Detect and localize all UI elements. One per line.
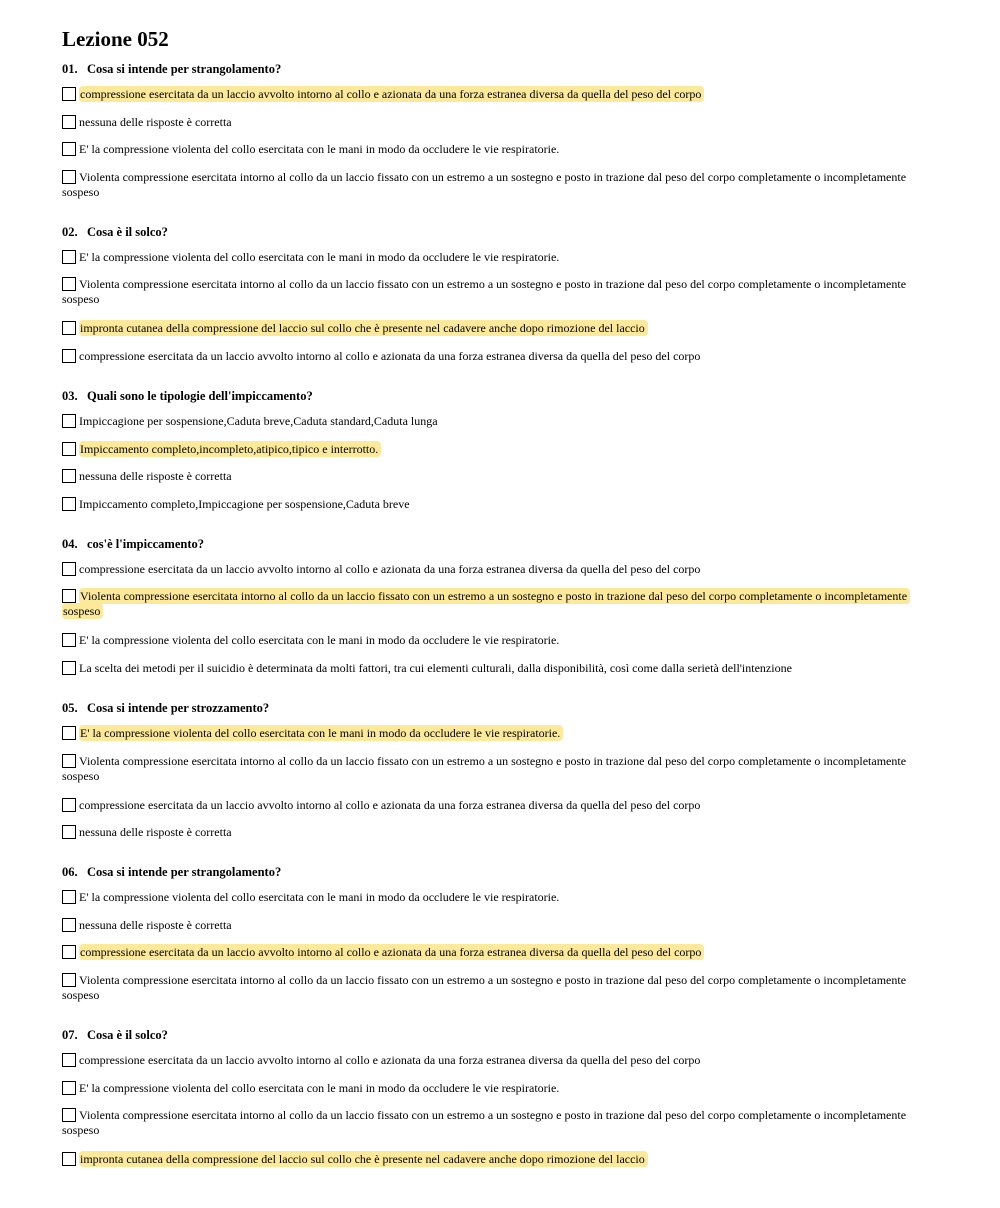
checkbox-icon[interactable] [62, 349, 76, 363]
answer-text: E' la compressione violenta del collo esercitata con le mani in modo da occludere le vie respiratorie. [79, 249, 560, 264]
question-title [62, 700, 938, 716]
question-title [62, 61, 938, 77]
answer-text: E' la compressione violenta del collo esercitata con le mani in modo da occludere le vie respiratorie. [79, 1080, 560, 1095]
answer-text: Impiccamento completo,Impiccagione per sospensione,Caduta breve [79, 496, 410, 511]
checkbox-icon[interactable] [62, 142, 76, 156]
answer-text: Violenta compressione esercitata intorno al collo da un laccio fissato con un estremo a un sostegno e posto in trazione dal peso del corpo completamente o incompletamente sospeso [62, 753, 907, 783]
question-text: Cosa si intende per strangolamento? [87, 62, 282, 76]
answer-option [62, 170, 938, 200]
question-block [62, 388, 938, 512]
question-title [62, 1027, 938, 1043]
answer-option [62, 661, 938, 676]
answer-option [62, 1053, 938, 1068]
checkbox-icon[interactable] [62, 945, 76, 959]
question-block [62, 61, 938, 200]
answer-text: nessuna delle risposte è corretta [79, 469, 232, 484]
answer-text: Violenta compressione esercitata intorno al collo da un laccio fissato con un estremo a un sostegno e posto in trazione dal peso del corpo completamente o incompletamente sospeso [62, 169, 907, 199]
answer-text: compressione esercitata da un laccio avvolto intorno al collo e azionata da una forza estranea diversa da quella del peso del corpo [79, 348, 701, 363]
question-block [62, 1027, 938, 1167]
question-number: 05. [62, 700, 78, 715]
checkbox-icon[interactable] [62, 726, 76, 740]
question-text: cos'è l'impiccamento? [87, 536, 204, 551]
answer-text: E' la compressione violenta del collo esercitata con le mani in modo da occludere le vie respiratorie. [79, 725, 563, 741]
answer-text: compressione esercitata da un laccio avvolto intorno al collo e azionata da una forza estranea diversa da quella del peso del corpo [79, 86, 704, 102]
checkbox-icon[interactable] [62, 562, 76, 576]
answer-text: nessuna delle risposte è corretta [79, 114, 232, 129]
answer-text: E' la compressione violenta del collo esercitata con le mani in modo da occludere le vie respiratorie. [79, 890, 560, 905]
checkbox-icon[interactable] [62, 250, 76, 264]
answer-option-correct [62, 87, 938, 102]
checkbox-icon[interactable] [62, 469, 76, 483]
question-number: 03. [62, 388, 78, 403]
answer-option [62, 754, 938, 784]
answer-option [62, 562, 938, 577]
answer-option-correct [62, 321, 938, 336]
answer-option-correct [62, 442, 938, 457]
checkbox-icon[interactable] [62, 115, 76, 129]
checkbox-icon[interactable] [62, 87, 76, 101]
answer-option-correct [62, 726, 938, 741]
answer-option [62, 142, 938, 157]
checkbox-icon[interactable] [62, 414, 76, 428]
checkbox-icon[interactable] [62, 1053, 76, 1067]
question-block [62, 536, 938, 676]
question-text: Quali sono le tipologie dell'impiccamento? [87, 388, 313, 403]
checkbox-icon[interactable] [62, 1152, 76, 1166]
question-title [62, 864, 938, 880]
checkbox-icon[interactable] [62, 825, 76, 839]
checkbox-icon[interactable] [62, 633, 76, 647]
question-block [62, 700, 938, 840]
checkbox-icon[interactable] [62, 973, 76, 987]
answer-text: Violenta compressione esercitata intorno al collo da un laccio fissato con un estremo a un sostegno e posto in trazione dal peso del corpo completamente o incompletamente sospeso [62, 972, 907, 1002]
question-number: 04. [62, 536, 78, 551]
question-block [62, 224, 938, 364]
page-title: Lezione 052 [62, 27, 169, 51]
answer-text: nessuna delle risposte è corretta [79, 917, 232, 932]
answer-text: E' la compressione violenta del collo esercitata con le mani in modo da occludere le vie respiratorie. [79, 633, 560, 648]
checkbox-icon[interactable] [62, 321, 76, 335]
answer-text: Impiccamento completo,incompleto,atipico,tipico e interrotto. [79, 441, 381, 457]
answer-option [62, 798, 938, 813]
checkbox-icon[interactable] [62, 277, 76, 291]
question-text: Cosa è il solco? [87, 224, 168, 239]
answer-option [62, 890, 938, 905]
checkbox-icon[interactable] [62, 589, 76, 603]
answer-text: impronta cutanea della compressione del laccio sul collo che è presente nel cadavere anche dopo rimozione del laccio [79, 320, 648, 336]
answer-option [62, 825, 938, 840]
answer-option [62, 497, 938, 512]
checkbox-icon[interactable] [62, 1108, 76, 1122]
checkbox-icon[interactable] [62, 497, 76, 511]
answer-text: compressione esercitata da un laccio avvolto intorno al collo e azionata da una forza estranea diversa da quella del peso del corpo [79, 1052, 701, 1067]
answer-text: La scelta dei metodi per il suicidio è determinata da molti fattori, tra cui elementi culturali, dalla disponibilità, così come dalla serietà dell'intenzione [79, 660, 792, 675]
checkbox-icon[interactable] [62, 1081, 76, 1095]
answer-option [62, 1081, 938, 1096]
answer-text: Violenta compressione esercitata intorno al collo da un laccio fissato con un estremo a un sostegno e posto in trazione dal peso del corpo completamente o incompletamente sospeso [62, 1108, 907, 1138]
checkbox-icon[interactable] [62, 890, 76, 904]
answer-text: impronta cutanea della compressione del laccio sul collo che è presente nel cadavere anche dopo rimozione del laccio [79, 1151, 648, 1167]
checkbox-icon[interactable] [62, 170, 76, 184]
question-list [62, 61, 938, 1167]
answer-text: compressione esercitata da un laccio avvolto intorno al collo e azionata da una forza estranea diversa da quella del peso del corpo [79, 797, 701, 812]
question-block [62, 864, 938, 1003]
question-title [62, 224, 938, 240]
answer-text: compressione esercitata da un laccio avvolto intorno al collo e azionata da una forza estranea diversa da quella del peso del corpo [79, 561, 701, 576]
question-number: 01. [62, 62, 78, 76]
question-text: Cosa si intende per strangolamento? [87, 865, 282, 880]
answer-option [62, 250, 938, 265]
answer-option [62, 918, 938, 933]
answer-option [62, 469, 938, 484]
question-text: Cosa si intende per strozzamento? [87, 700, 270, 715]
question-number: 06. [62, 865, 78, 880]
checkbox-icon[interactable] [62, 754, 76, 768]
checkbox-icon[interactable] [62, 661, 76, 675]
question-title [62, 388, 938, 404]
answer-text: nessuna delle risposte è corretta [79, 825, 232, 840]
answer-option [62, 633, 938, 648]
checkbox-icon[interactable] [62, 918, 76, 932]
answer-text: Violenta compressione esercitata intorno al collo da un laccio fissato con un estremo a un sostegno e posto in trazione dal peso del corpo completamente o incompletamente sospeso [62, 277, 907, 307]
answer-text: Impiccagione per sospensione,Caduta breve,Caduta standard,Caduta lunga [79, 413, 438, 428]
answer-option-correct [62, 945, 938, 960]
answer-option-correct [62, 1152, 938, 1167]
answer-option [62, 414, 938, 429]
question-title [62, 536, 938, 552]
answer-option [62, 277, 938, 307]
answer-option-correct [62, 589, 938, 619]
answer-option [62, 1108, 938, 1138]
answer-option [62, 973, 938, 1003]
answer-text: E' la compressione violenta del collo esercitata con le mani in modo da occludere le vie respiratorie. [79, 142, 560, 157]
answer-text: Violenta compressione esercitata intorno al collo da un laccio fissato con un estremo a un sostegno e posto in trazione dal peso del corpo completamente o incompletamente sospeso [62, 588, 910, 619]
question-number: 07. [62, 1027, 78, 1042]
answer-option [62, 115, 938, 130]
question-text: Cosa è il solco? [87, 1027, 168, 1042]
question-number: 02. [62, 224, 78, 239]
answer-option [62, 349, 938, 364]
checkbox-icon[interactable] [62, 442, 76, 456]
checkbox-icon[interactable] [62, 798, 76, 812]
answer-text: compressione esercitata da un laccio avvolto intorno al collo e azionata da una forza estranea diversa da quella del peso del corpo [79, 944, 704, 960]
